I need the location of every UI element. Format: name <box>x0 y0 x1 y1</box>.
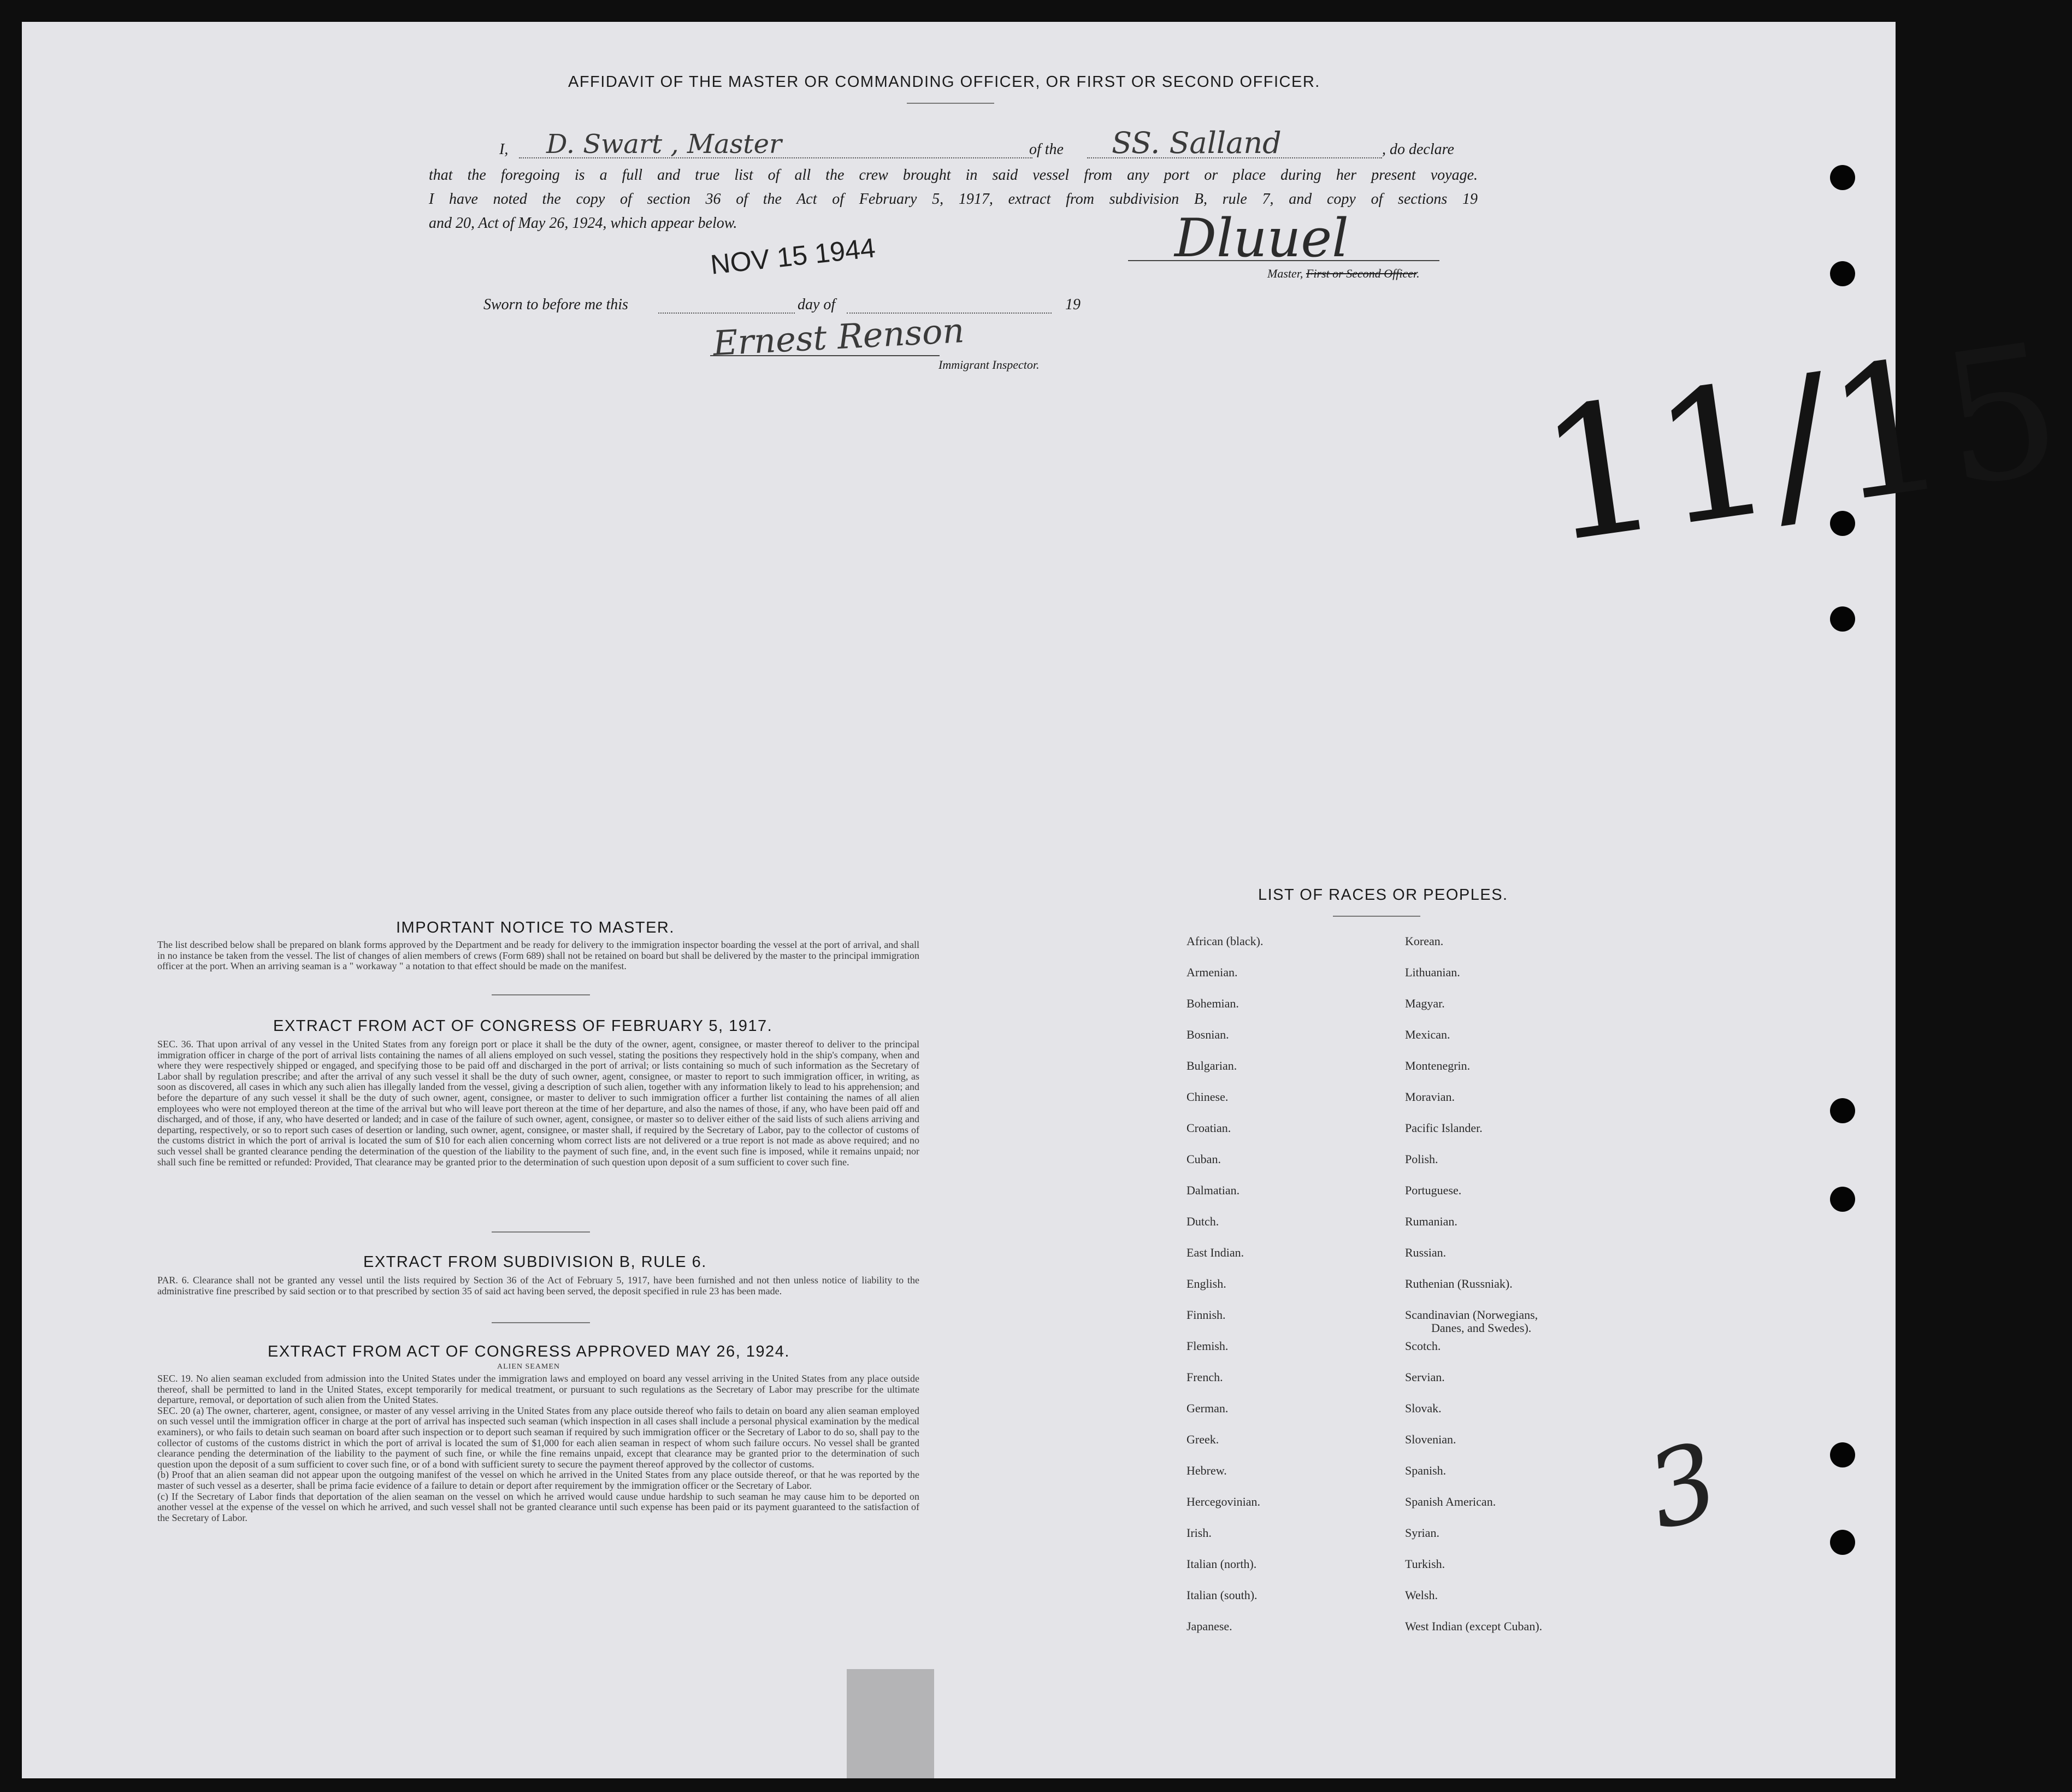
race-item: Hebrew. <box>1186 1464 1227 1477</box>
extract-1924-title: EXTRACT FROM ACT OF CONGRESS APPROVED MAY 26, 1924. <box>268 1343 790 1360</box>
race-item: English. <box>1186 1277 1226 1290</box>
divider <box>492 994 590 995</box>
race-item: Ruthenian (Russniak). <box>1405 1277 1513 1290</box>
race-item: Irish. <box>1186 1526 1212 1540</box>
race-item: German. <box>1186 1401 1229 1415</box>
race-item: Turkish. <box>1405 1557 1445 1571</box>
year-prefix: 19 <box>1065 296 1081 313</box>
race-item: Slovenian. <box>1405 1433 1456 1446</box>
notice-title: IMPORTANT NOTICE TO MASTER. <box>396 919 675 936</box>
punch-hole <box>1830 1442 1855 1467</box>
race-item: Finnish. <box>1186 1308 1226 1322</box>
day-of-label: day of <box>798 296 836 313</box>
sec-20b: (b) Proof that an alien seaman did not appear upon the outgoing manifest of the vessel on which he arrived in the United States from any place outside thereof, or that he was reported by the master of such vessel as a deserter, shall be prima facie evidence of a failure to detain or deport after requirement by the immigration officer or the Secretary of Labor. <box>157 1469 919 1491</box>
master-name-handwritten: D. Swart , Master <box>546 129 782 160</box>
race-item: West Indian (except Cuban). <box>1405 1619 1543 1633</box>
race-item: Servian. <box>1405 1370 1445 1384</box>
race-item: Syrian. <box>1405 1526 1439 1540</box>
extract-1917-body: SEC. 36. That upon arrival of any vessel in the United States from any foreign port or place it shall be the duty of the owner, agent, consignee, or master thereof to deliver to the principal immigration officer in charge of the port of arrival lists containing the names of all aliens employed on such vessel, stating the positions they respectively hold in the ship's company, when and where they were respectively shipped or engaged, and specifying those to be paid off and discharged in the port of arrival; or lists containing so much of such information as the Secretary of Labor shall by regulation prescribe; and after the arrival of any such vessel it shall be the duty of such owner, agent, consignee, or master to report to such immigration officer, in writing, as soon as discovered, all cases in which any such alien has illegally landed from the vessel, giving a description of such alien, together with any information likely to lead to his apprehension; and before the departure of any such vessel it shall be the duty of such owner, agent, consignee, or master to deliver to such immigration officer a further list containing the names of all alien employees who were not employed thereon at the time of the arrival but who will leave port thereon at the time of her departure, and also the names of those, if any, who have been paid off and discharged, and of those, if any, who have deserted or landed; and in case of the failure of such owner, agent, consignee, or master so to deliver either of the said lists of such aliens arriving and departing, respectively, or so to report such cases of desertion or landing, such owner, agent, consignee, or master shall, if required by the Secretary of Labor, pay to the collector of customs of the customs district in which the port of arrival is located the sum of $10 for each alien concerning whom correct lists are not delivered or a true report is not made as above required; and no such vessel shall be granted clearance pending the determination of the question of the liability to the payment of such fine, and, in the event such fine is imposed, while it remains unpaid; nor shall such fine be remitted or refunded: Provided, That clearance may be granted prior to the determination of such question upon deposit of a sum sufficient to cover such fine. <box>157 1039 919 1168</box>
extract-1924-body <box>157 1374 919 1523</box>
tape-patch <box>847 1669 934 1778</box>
extract-rule6-body: PAR. 6. Clearance shall not be granted any vessel until the lists required by Section 36 of the Act of February 5, 1917, have been furnished and not then unless notice of liability to the administrative fine prescribed by said section or to that prescribed by section 35 of said act having been served, the deposit specified in rule 23 has been made. <box>157 1275 919 1296</box>
race-item: Scotch. <box>1405 1339 1441 1353</box>
race-item: Welsh. <box>1405 1588 1438 1602</box>
race-item: Pacific Islander. <box>1405 1121 1483 1135</box>
race-item: Italian (south). <box>1186 1588 1258 1602</box>
race-item: French. <box>1186 1370 1223 1384</box>
punch-hole <box>1830 606 1855 632</box>
inspector-signature: Ernest Renson <box>712 310 965 363</box>
race-item: Russian. <box>1405 1246 1447 1259</box>
officer-caption: Master, First or Second Officer. <box>1267 267 1420 280</box>
master-signature: Dluuel <box>1174 208 1349 269</box>
race-item: Croatian. <box>1186 1121 1231 1135</box>
officer-caption-master: Master, <box>1267 267 1303 280</box>
race-item: Magyar. <box>1405 997 1445 1010</box>
divider <box>1333 916 1420 917</box>
race-item: Cuban. <box>1186 1152 1221 1166</box>
sworn-label: Sworn to before me this <box>483 296 628 313</box>
race-item-continuation: Danes, and Swedes). <box>1431 1321 1532 1335</box>
divider <box>492 1231 590 1233</box>
affidavit-line-4: and 20, Act of May 26, 1924, which appear below. <box>429 215 737 232</box>
punch-hole <box>1830 165 1855 190</box>
race-item: East Indian. <box>1186 1246 1244 1259</box>
race-item: Greek. <box>1186 1433 1219 1446</box>
divider <box>492 1322 590 1323</box>
inspector-line <box>710 355 940 356</box>
race-item: Japanese. <box>1186 1619 1232 1633</box>
race-item: Korean. <box>1405 934 1444 948</box>
race-item: Bohemian. <box>1186 997 1239 1010</box>
race-item: Armenian. <box>1186 965 1238 979</box>
race-item: Dalmatian. <box>1186 1183 1240 1197</box>
sec-20c: (c) If the Secretary of Labor finds that deportation of the alien seaman on the vessel on which he arrived would cause undue hardship to such seaman he may cause him to be deported on another vessel at the expense of the vessel on which he arrived, and such vessel shall not be granted clearance until such expense has been paid or its payment guaranteed to the satisfaction of the Secretary of Labor. <box>157 1490 919 1523</box>
extract-rule6-title: EXTRACT FROM SUBDIVISION B, RULE 6. <box>363 1253 707 1271</box>
race-item: Portuguese. <box>1405 1183 1462 1197</box>
race-item: Montenegrin. <box>1405 1059 1471 1072</box>
race-item: Scandinavian (Norwegians, <box>1405 1308 1538 1322</box>
punch-hole <box>1830 1187 1855 1212</box>
do-declare: , do declare <box>1382 141 1454 158</box>
handwritten-number: 3 <box>1635 1419 1731 1553</box>
of-the-label: of the <box>1029 141 1064 158</box>
affidavit-line-3: I have noted the copy of section 36 of the Act of February 5, 1917, extract from subdivision B, rule 7, and copy of sections 19 <box>429 191 1478 208</box>
race-item: Italian (north). <box>1186 1557 1257 1571</box>
race-item: Polish. <box>1405 1152 1438 1166</box>
affidavit-line-2: that the foregoing is a full and true list of all the crew brought in said vessel from any port or place during her present voyage. <box>429 167 1478 184</box>
inspector-caption: Immigrant Inspector. <box>938 358 1040 372</box>
race-item: Chinese. <box>1186 1090 1229 1104</box>
race-item: Hercegovinian. <box>1186 1495 1260 1508</box>
vessel-name-handwritten: SS. Salland <box>1112 126 1282 160</box>
race-item: Slovak. <box>1405 1401 1442 1415</box>
punch-hole <box>1830 261 1855 286</box>
day-line <box>658 313 795 314</box>
race-item: Bulgarian. <box>1186 1059 1237 1072</box>
race-item: Moravian. <box>1405 1090 1455 1104</box>
date-stamp: NOV 15 1944 <box>709 232 877 280</box>
punch-hole <box>1830 1530 1855 1555</box>
sec-19: SEC. 19. No alien seaman excluded from admission into the United States under the immigration laws and employed on board any vessel arriving in the United States from any place outside thereof, shall be permitted to land in the United States, except temporarily for medical treatment, or pursuant to such regulations as the Secretary of Labor may prescribe for the ultimate departure, removal, or deportation of such alien from the United States. <box>157 1373 919 1406</box>
handwritten-date: 11/15 <box>1528 303 2072 584</box>
punch-hole <box>1830 1098 1855 1123</box>
extract-1917-title: EXTRACT FROM ACT OF CONGRESS OF FEBRUARY 5, 1917. <box>273 1017 773 1035</box>
officer-caption-struck: First or Second Officer <box>1306 267 1417 280</box>
races-title: LIST OF RACES OR PEOPLES. <box>1258 886 1508 904</box>
race-item: Bosnian. <box>1186 1028 1229 1041</box>
notice-body: The list described below shall be prepared on blank forms approved by the Department and be ready for delivery to the immigration inspector boarding the vessel at the port of arrival, and shall in no instance be taken from the vessel. The list of changes of alien members of crews (Form 689) shall not be retained on board but shall be delivered by the master to the principal immigration officer at the port. When an arriving seaman is a " workaway " a notation to that effect should be made on the manifest. <box>157 939 919 972</box>
race-item: African (black). <box>1186 934 1264 948</box>
extract-1924-subtitle: ALIEN SEAMEN <box>497 1363 560 1371</box>
race-item: Flemish. <box>1186 1339 1229 1353</box>
affidavit-title: AFFIDAVIT OF THE MASTER OR COMMANDING OFFICER, OR FIRST OR SECOND OFFICER. <box>568 73 1320 91</box>
race-item: Dutch. <box>1186 1215 1219 1228</box>
race-item: Lithuanian. <box>1405 965 1460 979</box>
race-item: Mexican. <box>1405 1028 1450 1041</box>
race-item: Rumanian. <box>1405 1215 1457 1228</box>
i-label: I, <box>499 141 509 158</box>
signature-line <box>1128 260 1439 261</box>
divider <box>907 103 994 104</box>
race-item: Spanish American. <box>1405 1495 1496 1508</box>
sec-20a: SEC. 20 (a) The owner, charterer, agent, consignee, or master of any vessel arriving in the United States from any place outside thereof who fails to detain on board any alien seaman employed on such vessel until the immigration officer in charge at the port of arrival has inspected such seaman (which inspection in all cases shall include a personal physical examination by the medical examiners), or who fails to detain such seaman on board after such inspection or to deport such seaman if required by such immigration officer or the Secretary of Labor to do so, shall pay to the collector of customs of the customs district in which the port of arrival is located the sum of $1,000 for each alien seaman in respect of whom such failure occurs. No vessel shall be granted clearance pending the determination of the liability to the payment of such fine, or while the fine remains unpaid, except that clearance may be granted prior to the determination of such question upon the deposit of a sum sufficient to cover such fine, or of a bond with sufficient surety to secure the payment thereof approved by the collector of customs. <box>157 1405 919 1470</box>
race-item: Spanish. <box>1405 1464 1447 1477</box>
